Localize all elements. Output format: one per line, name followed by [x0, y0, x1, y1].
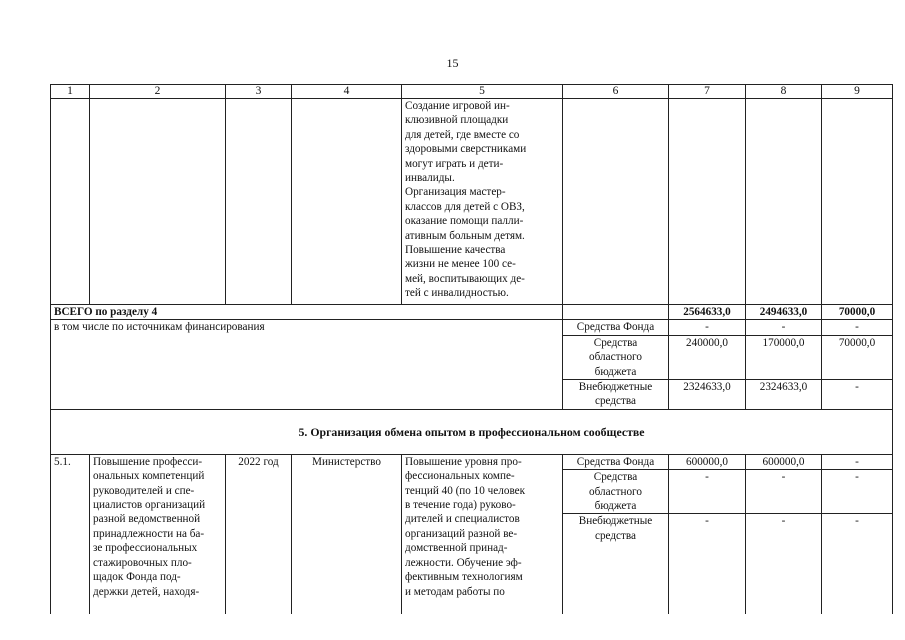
source-name: Средства Фонда	[563, 454, 669, 469]
funding-source-row	[51, 320, 893, 335]
activity-result-cell: Создание игровой ин- клюзивной площадки для детей, где вместе со здоровыми сверстниками могут играть и дети- инвалиды. Организация мастер- классов для детей с ОВЗ, оказание помощи палли- ативным больным детям. Повышение качества жизни не менее 100 се- мей, воспитывающих де- тей с инвалидностью.	[402, 99, 563, 305]
section-total-row	[51, 305, 893, 320]
col-number: 8	[746, 85, 822, 99]
value-cell: 2324633,0	[746, 380, 822, 410]
source-name: Внебюджетные средства	[563, 514, 669, 614]
value-cell: -	[822, 320, 893, 335]
activity-number: 5.1.	[51, 454, 90, 614]
section-total-label: ВСЕГО по разделу 4	[51, 305, 563, 320]
activity-result-cell: Повышение уровня про- фессиональных компе- тенций 40 (по 10 человек в течение года) руково- дителей и специалистов организаций разной ве- домственной принад- лежности. Обучение эф- фективным технологиям и методам работы по	[402, 454, 563, 614]
activity-year: 2022 год	[226, 454, 292, 614]
activity-name-cell: Повышение професси- ональных компетенций руководителей и спе- циалистов организаций разной ведомственной принадлежности на ба- зе профессиональных стажировочных пло- щадок Фонда под- держки детей, находя-	[90, 454, 226, 614]
section-heading-row	[51, 409, 893, 454]
col-number: 6	[563, 85, 669, 99]
activity-executor: Министерство	[292, 454, 402, 614]
funding-sources-label: в том числе по источникам финансирования	[51, 320, 563, 409]
col-number: 7	[669, 85, 746, 99]
value-cell: 600000,0	[746, 454, 822, 469]
value-cell: -	[746, 320, 822, 335]
value-cell: 70000,0	[822, 335, 893, 379]
value-cell: -	[822, 380, 893, 410]
value-cell: 240000,0	[669, 335, 746, 379]
value-cell: 2324633,0	[669, 380, 746, 410]
source-name: Внебюджетные средства	[563, 380, 669, 410]
page-number: 15	[446, 56, 459, 70]
section-title: 5. Организация обмена опытом в профессиональном сообществе	[51, 409, 893, 454]
source-name: Средства областного бюджета	[563, 335, 669, 379]
col-number: 4	[292, 85, 402, 99]
total-col7: 2564633,0	[669, 305, 746, 320]
col-number: 5	[402, 85, 563, 99]
column-number-row	[51, 85, 893, 99]
value-cell: -	[746, 470, 822, 514]
col-number: 3	[226, 85, 292, 99]
value-cell: -	[822, 470, 893, 514]
col-number: 9	[822, 85, 893, 99]
value-cell: 600000,0	[669, 454, 746, 469]
value-cell: -	[669, 320, 746, 335]
value-cell: -	[669, 514, 746, 614]
col-number: 1	[51, 85, 90, 99]
total-col8: 2494633,0	[746, 305, 822, 320]
source-name: Средства областного бюджета	[563, 470, 669, 514]
total-col9: 70000,0	[822, 305, 893, 320]
activity-row	[51, 454, 893, 469]
value-cell: -	[822, 514, 893, 614]
value-cell: -	[746, 514, 822, 614]
col-number: 2	[90, 85, 226, 99]
source-name: Средства Фонда	[563, 320, 669, 335]
value-cell: 170000,0	[746, 335, 822, 379]
value-cell: -	[669, 470, 746, 514]
continuation-row	[51, 99, 893, 305]
value-cell: -	[822, 454, 893, 469]
plan-table	[50, 84, 893, 614]
